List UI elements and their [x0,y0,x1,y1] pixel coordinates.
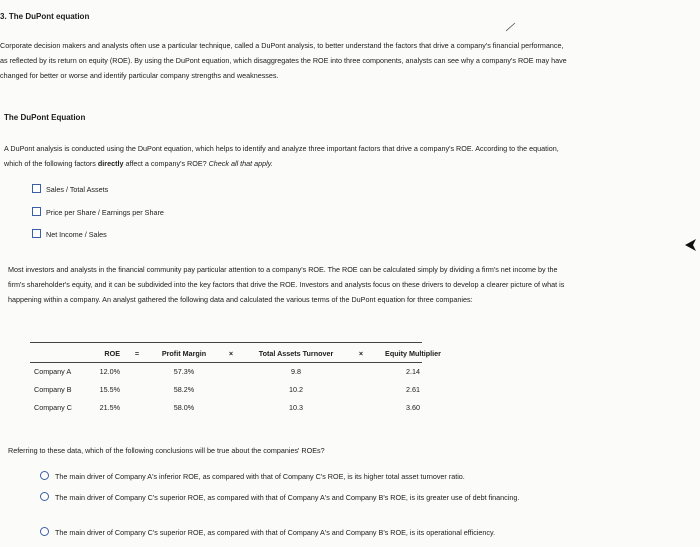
q1-option-label: Sales / Total Assets [46,185,109,194]
question1-text [4,141,574,171]
row-total-assets-turnover: 10.2 [289,384,303,394]
table-row [30,380,452,398]
row-roe: 15.5% [99,384,120,394]
table-top-rule [30,342,422,343]
question1-bold: directly [97,159,124,168]
subsection-title: The DuPont Equation [4,113,86,122]
table-header-row [30,344,452,362]
q2-option-label: The main driver of Company C's superior ROE, as compared with that of Company A's and Company B's ROE, is its operational efficiency. [55,528,496,537]
row-roe: 21.5% [99,402,120,412]
row-profit-margin: 57.3% [173,366,195,376]
header-profit-margin: Profit Margin [161,348,207,358]
row-equity-multiplier: 3.60 [406,402,420,412]
question2-text: Referring to these data, which of the following conclusions will be true about the companies' ROEs? [8,446,325,455]
q1-option-label: Price per Share / Earnings per Share [46,208,164,217]
cursor-icon [684,238,698,252]
row-equity-multiplier: 2.61 [406,384,420,394]
question1-text-b: affect a company's ROE? [123,159,209,168]
radio-icon[interactable] [40,527,49,536]
row-company: Company B [34,384,72,394]
header-equity-multiplier: Equity Multiplier [385,348,441,358]
row-profit-margin: 58.2% [173,384,195,394]
row-company: Company A [34,366,72,376]
q2-option-1[interactable] [40,469,560,484]
pen-mark-icon [505,22,517,32]
row-equity-multiplier: 2.14 [406,366,420,376]
paragraph2: Most investors and analysts in the financial community pay particular attention to a company's ROE. The ROE can be calculated simply by dividing a firm's net income by the firm's shareholder's equity, and it can be subdivided into the key factors that drive the ROE. Investors and analysts focus on these drivers to develop a clearer picture of what is happening within a company. An analyst gathered the following data and calculated the various terms of the DuPont equation for three companies: [8,265,565,304]
q2-option-3[interactable] [40,525,600,540]
dupont-table [30,344,452,416]
q2-option-label: The main driver of Company C's superior ROE, as compared with that of Company A's and Company B's ROE, is its greater use of debt financing. [55,493,520,502]
header-total-assets-turnover: Total Assets Turnover [258,348,334,358]
row-profit-margin: 58.0% [173,402,195,412]
question1-italic: Check all that apply. [208,159,273,168]
q1-option-sales-total-assets[interactable] [32,184,108,194]
radio-icon[interactable] [40,471,49,480]
table-row [30,398,452,416]
q2-option-2[interactable] [40,490,562,505]
row-roe: 12.0% [99,366,120,376]
header-roe: ROE [104,348,120,358]
checkbox-icon[interactable] [32,229,41,238]
checkbox-icon[interactable] [32,184,41,193]
q1-option-net-income-sales[interactable] [32,229,107,239]
q1-option-label: Net Income / Sales [46,230,107,239]
intro-paragraph: Corporate decision makers and analysts often use a particular technique, called a DuPont analysis, to better understand the factors that drive a company's financial performance, as reflected by its return on equity (ROE). By using the DuPont equation, which disaggregates the ROE into three components, analysts can see why a company's ROE may have changed for better or worse and identify particular company strengths and weaknesses. [0,41,567,80]
q1-option-price-earnings[interactable] [32,207,164,217]
question1-text-a: A DuPont analysis is conducted using the DuPont equation, which helps to identify and analyze three important factors that drive a company's ROE. According to the equation, which of the following factors [4,144,559,168]
header-times-1: × [228,348,234,358]
header-times-2: × [358,348,364,358]
row-company: Company C [34,402,72,412]
row-total-assets-turnover: 9.8 [291,366,301,376]
header-equals: = [134,348,140,358]
row-total-assets-turnover: 10.3 [289,402,303,412]
table-row [30,362,452,380]
radio-icon[interactable] [40,492,49,501]
checkbox-icon[interactable] [32,207,41,216]
q2-option-label: The main driver of Company A's inferior ROE, as compared with that of Company C's ROE, is its higher total asset turnover ratio. [55,472,465,481]
section-title: 3. The DuPont equation [0,12,90,21]
